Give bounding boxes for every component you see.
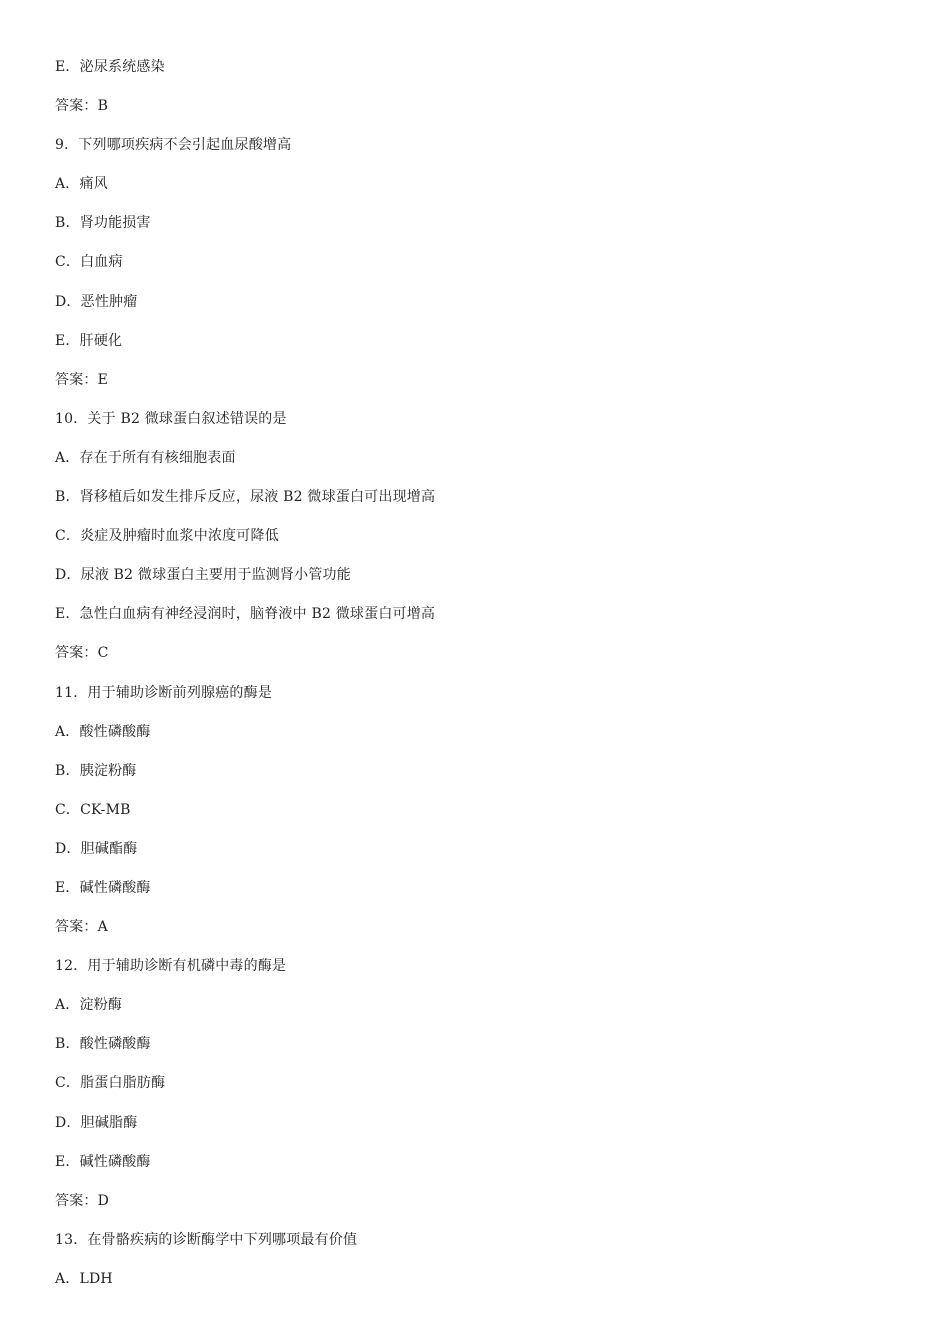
option-line: D．恶性肿瘤 [55, 293, 138, 310]
option-line: E．急性白血病有神经浸润时，脑脊液中 B2 微球蛋白可增高 [55, 606, 436, 623]
option-line: A．存在于所有有核细胞表面 [55, 449, 236, 466]
question-line: 13．在骨骼疾病的诊断酶学中下列哪项最有价值 [55, 1231, 358, 1248]
option-line: A．痛风 [55, 176, 108, 193]
option-line: D．尿液 B2 微球蛋白主要用于监测肾小管功能 [55, 567, 351, 584]
option-line: B．肾移植后如发生排斥反应，尿液 B2 微球蛋白可出现增高 [55, 489, 436, 506]
option-line: B．肾功能损害 [55, 215, 151, 232]
option-line: A．LDH [55, 1270, 113, 1287]
option-line: C．炎症及肿瘤时血浆中浓度可降低 [55, 528, 279, 545]
option-line: E．肝硬化 [55, 332, 123, 349]
option-line: B．酸性磷酸酶 [55, 1036, 151, 1053]
option-line: D．胆碱脂酶 [55, 1114, 138, 1131]
question-line: 11．用于辅助诊断前列腺癌的酶是 [55, 684, 273, 701]
question-line: 9．下列哪项疾病不会引起血尿酸增高 [55, 137, 292, 154]
answer-line: 答案：C [55, 645, 109, 662]
option-line: C．CK-MB [55, 801, 131, 818]
answer-line: 答案：A [55, 919, 108, 936]
option-line: E．碱性磷酸酶 [55, 879, 151, 896]
answer-line: 答案：D [55, 1192, 110, 1209]
answer-line: 答案：E [55, 371, 109, 388]
option-line: C．白血病 [55, 254, 123, 271]
answer-line: 答案：B [55, 98, 109, 115]
option-line: D．胆碱酯酶 [55, 840, 138, 857]
question-text-block [55, 56, 435, 1307]
option-line: A．酸性磷酸酶 [55, 723, 151, 740]
question-line: 10．关于 B2 微球蛋白叙述错误的是 [55, 410, 287, 427]
option-line: C．脂蛋白脂肪酶 [55, 1075, 166, 1092]
option-line: B．胰淀粉酶 [55, 762, 137, 779]
option-line: A．淀粉酶 [55, 997, 123, 1014]
option-line: E．碱性磷酸酶 [55, 1153, 151, 1170]
question-line: 12．用于辅助诊断有机磷中毒的酶是 [55, 958, 287, 975]
option-line: E．泌尿系统感染 [55, 59, 165, 75]
